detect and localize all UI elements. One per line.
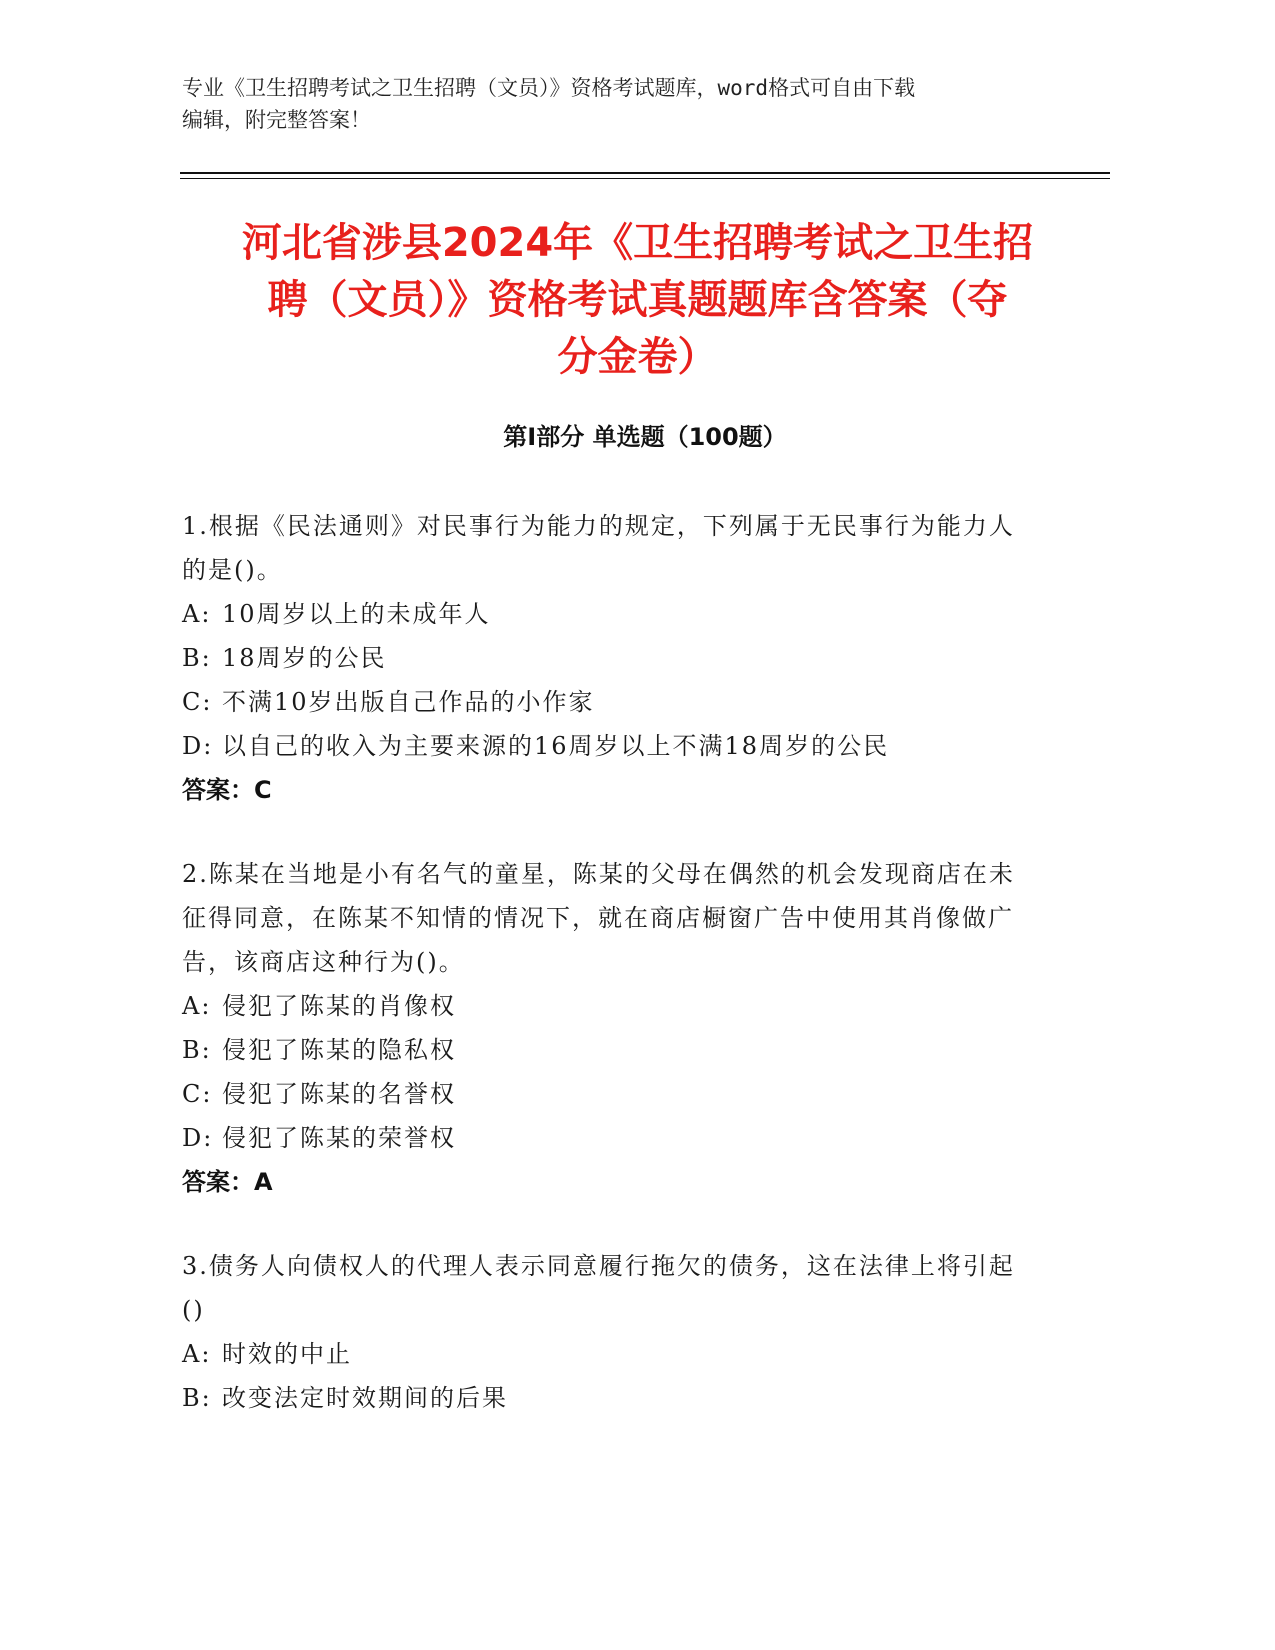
header-note	[182, 72, 1082, 136]
option-a	[182, 984, 1017, 1028]
option-letter: A:	[182, 1340, 212, 1368]
answer-label: 答案：C	[182, 776, 272, 804]
option-text: 以自己的收入为主要来源的16周岁以上不满18周岁的公民	[222, 732, 890, 760]
option-text: 侵犯了陈某的荣誉权	[222, 1124, 456, 1152]
option-d	[182, 1116, 1017, 1160]
option-letter: A:	[182, 992, 212, 1020]
question-stem: 2.陈某在当地是小有名气的童星，陈某的父母在偶然的机会发现商店在未征得同意，在陈某不知情的情况下，就在商店橱窗广告中使用其肖像做广告，该商店这种行为()。	[182, 860, 1015, 976]
option-letter: C:	[182, 688, 213, 716]
option-letter: A:	[182, 600, 212, 628]
question-3	[182, 1244, 1017, 1420]
question-stem: 3.债务人向债权人的代理人表示同意履行拖欠的债务，这在法律上将引起()	[182, 1252, 1015, 1324]
option-letter: C:	[182, 1080, 213, 1108]
header-divider-thin	[180, 178, 1110, 179]
option-text: 18周岁的公民	[222, 644, 387, 672]
document-title-line-1: 河北省涉县2024年《卫生招聘考试之卫生招	[241, 220, 1034, 266]
option-letter: B:	[182, 644, 212, 672]
option-text: 改变法定时效期间的后果	[222, 1384, 508, 1412]
option-c	[182, 1072, 1017, 1116]
question-stem: 1.根据《民法通则》对民事行为能力的规定，下列属于无民事行为能力人的是()。	[182, 512, 1015, 584]
document-title-line-3: 分金卷）	[557, 334, 718, 380]
header-note-line-2: 编辑，附完整答案！	[182, 108, 371, 132]
answer-label: 答案：A	[182, 1168, 273, 1196]
question-1	[182, 504, 1017, 812]
option-letter: B:	[182, 1384, 212, 1412]
header-divider-thick	[180, 172, 1110, 174]
option-b	[182, 1028, 1017, 1072]
option-b	[182, 1376, 1017, 1420]
option-letter: D:	[182, 732, 214, 760]
question-2	[182, 852, 1017, 1204]
document-title	[160, 215, 1115, 386]
option-c	[182, 680, 1017, 724]
option-text: 时效的中止	[222, 1340, 352, 1368]
option-b	[182, 636, 1017, 680]
option-letter: B:	[182, 1036, 212, 1064]
option-text: 不满10岁出版自己作品的小作家	[222, 688, 595, 716]
header-note-line-1: 专业《卫生招聘考试之卫生招聘（文员）》资格考试题库，word格式可自由下载	[182, 76, 916, 100]
question-list	[182, 504, 1017, 1460]
option-text: 10周岁以上的未成年人	[222, 600, 491, 628]
document-title-line-2: 聘（文员）》资格考试真题题库含答案（夺	[267, 277, 1008, 323]
option-a	[182, 592, 1017, 636]
option-text: 侵犯了陈某的肖像权	[222, 992, 456, 1020]
option-text: 侵犯了陈某的隐私权	[222, 1036, 456, 1064]
option-d	[182, 724, 1017, 768]
section-title: 第Ⅰ部分 单选题（100题）	[503, 423, 787, 451]
option-text: 侵犯了陈某的名誉权	[222, 1080, 456, 1108]
option-a	[182, 1332, 1017, 1376]
option-letter: D:	[182, 1124, 214, 1152]
